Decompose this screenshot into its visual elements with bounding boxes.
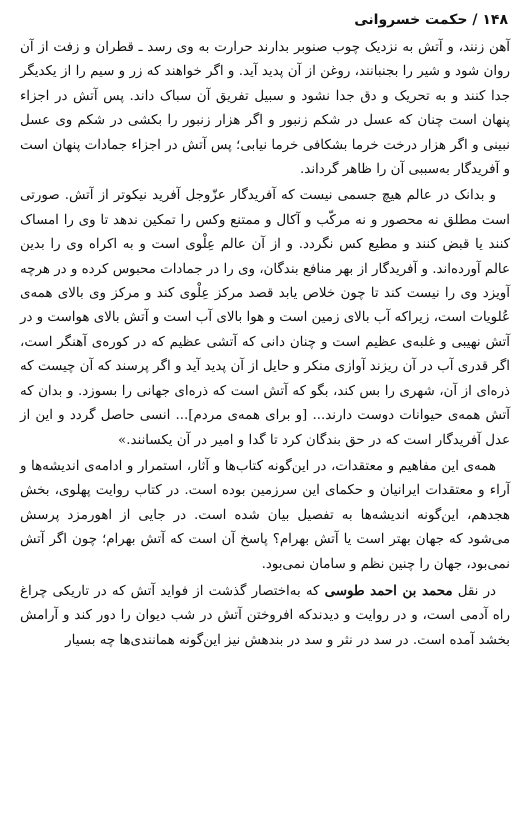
paragraph-1: آهن زنند، و آتش به نزدیک چوب صنوبر بدارند حرارت به وی رسد ـ قطران و زفت از آن روان شود و شیر را بجنبانند، روغن از آن پدید آید. و اگر خواهند که زر و سیم را از یکدیگر جدا کنند و به تحریک و دق جدا نشود و سبیل تفریق آن سباک داند. پس آتش در اجزاء پنهان است چنان که عسل در شکم زنبور و اگر هزار زنبور را بکشی در شکم وی عسل نبینی و اگر هزار درخت خرما بشکافی خرما نیابی؛ پس آتش در اجزاء جمادات پنهان است و آفریدگار به‌سببی آن را ظاهر گرداند. [20,40,510,178]
paragraph-4-text-after: که به‌اختصار گذشت از فواید آتش که در تاریکی چراغ راه آدمی است، و در روایت و دیدندکه افروختن آتش در شب دیوان را دور کند و آرامش بخشد آمده است. در سد در نثر و سد در بندهش نیز این‌گونه همانندی‌ها چه بسیار [20,583,510,648]
author-name: محمد بن احمد طوسی [324,582,453,599]
paragraph-4 [20,579,510,653]
paragraph-2: و بدانک در عالم هیچ جسمی نیست که آفریدگار عزّوجل آفرید نیکوتر از آتش. صورتی است مطلق نه محصور و نه مرکّب و آکال و ممتنع وکس را تمکین ندهد تا وی را امساک کنند یا قبض کنند و مطیع کس نگردد. و از آن عالم عِلْوی است و به اکراه وی را بدین عالم آورده‌اند. و آفریدگار از بهر منافع بندگان، وی را در جمادات محبوس کرده و در هرچه آویزد وی را نیست کند تا چون خلاص یابد قصد مرکز عِلْوی کند و مرکز وی بالای همه‌ی عُلویات است، زیراکه آب بالای زمین است و هوا بالای آب است و آتش بالای هواست و در آتش نهیبی و غلبه‌ی عظیم است و چنان دانی که آتشی عظیم که در کوره‌ی آهنگر است، اگر قدری آب در آن ریزند آوازی منکر و حایل از آن پدید آید و اگر پرسند که آن چیست که ذره‌ای از آن، شهری را بس کند، بگو که آتش است که ذره‌ای جهانی را بسوزد. و بدان که آتش همه‌ی حیوانات دوست دارند... [و برای همه‌ی مردم]... انسی حاصل گردد و این از عدل آفریدگار است که در حق بندگان کرد تا گدا و امیر در آن یکسانند.» [20,188,510,448]
paragraph-4-text-before: در نقل [452,583,496,599]
body-text [20,36,510,655]
running-head: ۱۴۸ / حکمت خسروانی [354,12,508,28]
paragraph-3: همه‌ی این مفاهیم و معتقدات، در این‌گونه کتاب‌ها و آثار، استمرار و ادامه‌ی اندیشه‌ها و آراء و معتقدات ایرانیان و حکمای این سرزمین بوده است. در کتاب روایت پهلوی، بخش هجدهم، این‌گونه اندیشه‌ها به تفصیل بیان شده است. در جایی از اهورمزد پرسش می‌شود که جهان بهتر است یا آتش بهرام؟ پاسخ آن است که آتش بهرام؛ چون اگر آتش نمی‌بود، جهان را چنین نظم و سامان نمی‌بود. [20,458,510,572]
